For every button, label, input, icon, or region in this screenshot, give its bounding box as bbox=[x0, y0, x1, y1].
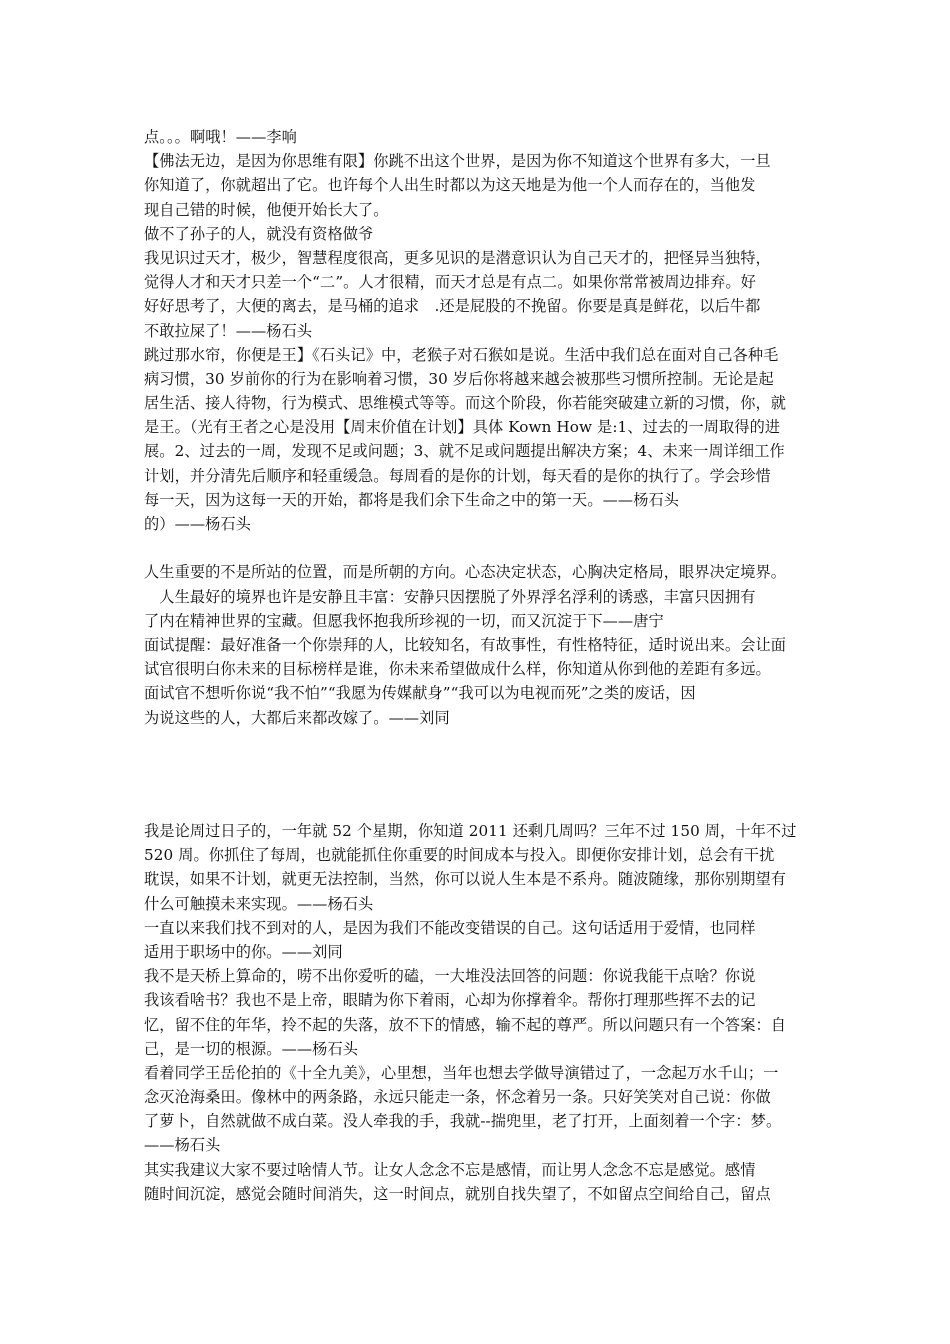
text-line: 人生最好的境界也许是安静且丰富：安静只因摆脱了外界浮名浮利的诱惑，丰富只因拥有 bbox=[144, 587, 756, 606]
text-line: 我该看啥书？我也不是上帝，眼睛为你下着雨，心却为你撑着伞。帮你打理那些挥不去的记 bbox=[144, 991, 756, 1010]
text-line: 的）——杨石头 bbox=[144, 515, 252, 533]
text-line: 【佛法无边，是因为你思维有限】你跳不出这个世界，是因为你不知道这个世界有多大，一旦 bbox=[144, 152, 771, 171]
text-line: 试官很明白你未来的目标榜样是谁，你未来希望做成什么样，你知道从你到他的差距有多远。 bbox=[144, 660, 771, 679]
text-line: 了萝卜，自然就做不成白菜。没人牵我的手，我就--揣兜里，老了打开，上面刻着一个字：梦。 bbox=[144, 1112, 782, 1131]
text-line: 展。2、过去的一周，发现不足或问题；3、就不足或问题提出解决方案；4、未来一周详细工作 bbox=[144, 442, 785, 461]
text-line: 随时间沉淀，感觉会随时间消失，这一时间点，就别自找失望了，不如留点空间给自己，留点 bbox=[144, 1184, 771, 1203]
text-line: 其实我建议大家不要过啥情人节。让女人念念不忘是感情，而让男人念念不忘是感觉。感情 bbox=[144, 1160, 756, 1179]
text-section-2 bbox=[144, 819, 826, 1206]
text-line: 跳过那水帘，你便是王】《石头记》中，老猴子对石猴如是说。生活中我们总在面对自己各种毛 bbox=[144, 345, 779, 364]
text-line: 一直以来我们找不到对的人，是因为我们不能改变错误的自己。这句话适用于爱情，也同样 bbox=[144, 918, 756, 937]
text-line: 面试提醒：最好准备一个你崇拜的人，比较知名，有故事性，有性格特征，适时说出来。会让面 bbox=[144, 635, 787, 654]
text-line: 你知道了，你就超出了它。也许每个人出生时都以为这天地是为他一个人而存在的，当他发 bbox=[144, 176, 756, 195]
text-line bbox=[144, 536, 826, 560]
text-section-1 bbox=[144, 125, 826, 730]
text-line: 面试官不想听你说“我不怕”“我愿为传媒献身”“我可以为电视而死”之类的废话，因 bbox=[144, 684, 696, 703]
text-line: 居生活、接人待物，行为模式、思维模式等等。而这个阶段，你若能突破建立新的习惯，你，就 bbox=[144, 394, 787, 413]
text-line: 什么可触摸未来实现。——杨石头 bbox=[144, 894, 374, 913]
text-line: 为说这些的人，大都后来都改嫁了。——刘同 bbox=[144, 708, 450, 727]
text-line: 做不了孙子的人，就没有资格做爷 bbox=[144, 224, 374, 243]
text-line: 己，是一切的根源。——杨石头 bbox=[144, 1039, 359, 1058]
text-line: 点。。。啊哦！——李响 bbox=[144, 128, 297, 146]
text-line: 了内在精神世界的宝藏。但愿我怀抱我所珍视的一切，而又沉淀于下——唐宁 bbox=[144, 611, 664, 630]
text-line: 我不是天桥上算命的，唠不出你爱听的磕，一大堆没法回答的问题：你说我能干点啥？你说 bbox=[144, 967, 756, 986]
text-line: 每一天，因为这每一天的开始，都将是我们余下生命之中的第一天。——杨石头 bbox=[144, 490, 680, 509]
text-line: 不敢拉屎了！——杨石头 bbox=[144, 321, 313, 340]
text-line: 觉得人才和天才只差一个“二”。人才很精，而天才总是有点二。如果你常常被周边排弃。好 bbox=[144, 273, 756, 292]
text-line: 忆，留不住的年华，拎不起的失落，放不下的情感，输不起的尊严。所以问题只有一个答案：自 bbox=[144, 1015, 787, 1034]
text-line: 耽误，如果不计划，就更无法控制，当然，你可以说人生本是不系舟。随波随缘，那你别期望有 bbox=[144, 870, 787, 889]
text-line: 是王。（光有王者之心是没用【周末价值在计划】具体 Kown How 是:1、过去的一周取得的进 bbox=[144, 418, 781, 437]
text-line: 好好思考了，大便的离去，是马桶的追求 .还是屁股的不挽留。你要是真是鲜花，以后牛都 bbox=[144, 297, 761, 316]
text-line: 现自己错的时候，他便开始长大了。 bbox=[144, 200, 389, 219]
text-line: ——杨石头 bbox=[144, 1136, 221, 1155]
text-line: 念灭沧海桑田。像林中的两条路，永远只能走一条，怀念着另一条。只好笑笑对自己说：你做 bbox=[144, 1088, 771, 1107]
text-line: 计划，并分清先后顺序和轻重缓急。每周看的是你的计划，每天看的是你的执行了。学会珍惜 bbox=[144, 466, 771, 485]
text-line: 适用于职场中的你。——刘同 bbox=[144, 942, 343, 961]
text-line: 人生重要的不是所站的位置，而是所朝的方向。心态决定状态，心胸决定格局，眼界决定境界。 bbox=[144, 563, 787, 582]
text-line: 病习惯，30 岁前你的行为在影响着习惯，30 岁后你将越来越会被那些习惯所控制。无论是起 bbox=[144, 369, 774, 388]
text-line: 我见识过天才，极少，智慧程度很高，更多见识的是潜意识认为自己天才的，把怪异当独特， bbox=[144, 248, 771, 267]
text-line: 我是论周过日子的，一年就 52 个星期，你知道 2011 还剩几周吗？三年不过 150 周，十年不过 bbox=[144, 822, 797, 840]
text-line: 520 周。你抓住了每周，也就能抓住你重要的时间成本与投入。即便你安排计划，总会有干扰 bbox=[144, 846, 775, 865]
text-line: 看着同学王岳伦拍的《十全九美》，心里想，当年也想去学做导演错过了，一念起万水千山；一 bbox=[144, 1063, 779, 1082]
